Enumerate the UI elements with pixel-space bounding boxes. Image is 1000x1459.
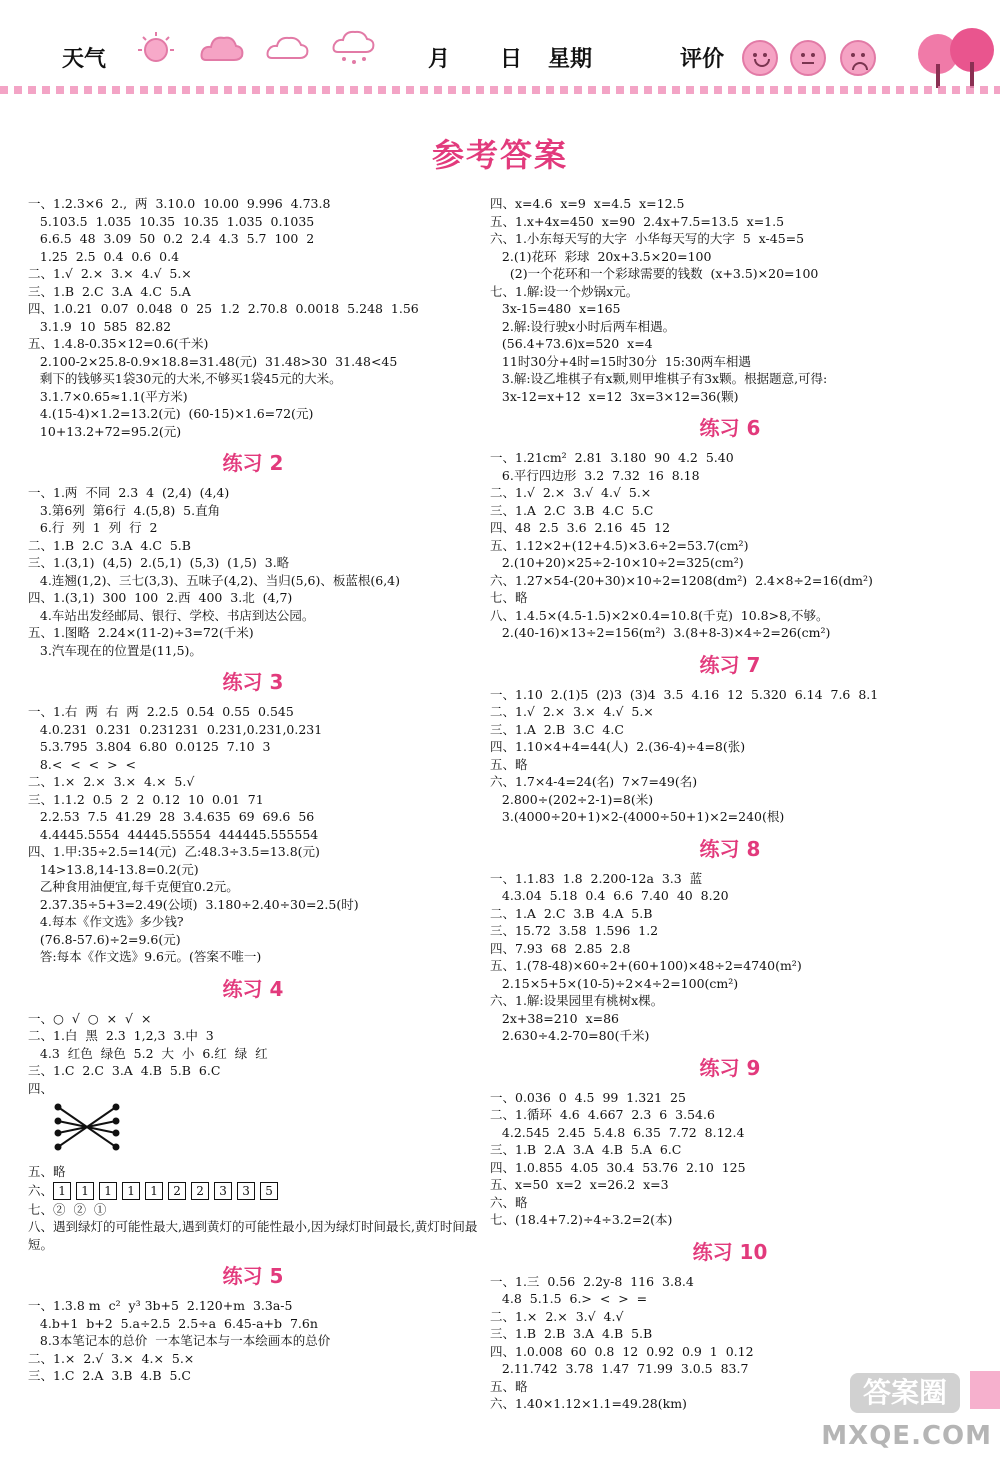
left-column <box>28 195 478 1385</box>
section-title-exercise-10: 练习 10 <box>692 1239 768 1264</box>
answers-exercise-3 <box>28 703 478 966</box>
section-title-exercise-8: 练习 8 <box>699 836 761 861</box>
answer-box: 1 <box>122 1182 140 1200</box>
cloud-icon <box>198 28 246 68</box>
answer-line: 14>13.8,14-13.8=0.2(元) <box>28 861 199 877</box>
answer-line: 三、1.B 2.C 3.A 4.C 5.A <box>28 283 191 299</box>
answer-line: 一、1.10 2.(1)5 (2)3 (3)4 3.5 4.16 12 5.320 6.14 7.6 8.1 <box>490 686 879 702</box>
answer-line: 1.25 2.5 0.4 0.6 0.4 <box>28 248 180 264</box>
answers-exercise-5-continued <box>490 195 970 405</box>
answer-line: 四、1.0.855 4.05 30.4 53.76 2.10 125 <box>490 1159 746 1175</box>
answer-line: 四、1.0.008 60 0.8 12 0.92 0.9 1 0.12 <box>490 1343 754 1359</box>
answer-line: 七、1.解:设一个炒锅x元。 <box>490 283 639 299</box>
answer-line: 三、1.C 2.A 3.B 4.B 5.C <box>28 1368 191 1383</box>
watermark-logo: 答案圈 <box>850 1373 960 1413</box>
answer-line: 一、1.2.3×6 2., 两 3.10.0 10.00 9.996 4.73.8 <box>28 196 331 211</box>
answer-line: 4.3 红色 绿色 5.2 大 小 6.红 绿 红 <box>28 1045 268 1061</box>
answer-line: 答:每本《作文选》9.6元。(答案不唯一) <box>28 949 262 964</box>
answer-line: 三、1.A 2.C 3.B 4.C 5.C <box>490 502 654 518</box>
answer-line: 三、15.72 3.58 1.596 1.2 <box>490 923 659 938</box>
answer-box: 1 <box>99 1182 117 1200</box>
answer-line: 二、1.A 2.C 3.B 4.A 5.B <box>490 905 653 921</box>
answer-line: 4.(15-4)×1.2=13.2(元) (60-15)×1.6=72(元) <box>28 406 314 421</box>
answers-exercise-5 <box>28 1297 478 1385</box>
answer-line: 4.2.545 2.45 5.4.8 6.35 7.72 8.12.4 <box>490 1124 745 1140</box>
answer-line: 3.解:设乙堆棋子有x颗,则甲堆棋子有3x颗。根据题意,可得: <box>490 371 828 386</box>
answer-box: 3 <box>237 1182 255 1200</box>
month-label: 月 <box>428 47 451 72</box>
answer-line: 2.15×5+5×(10-5)÷2×4÷2=100(cm²) <box>490 975 739 991</box>
answer-line: 剩下的钱够买1袋30元的大米,不够买1袋45元的大米。 <box>28 371 342 386</box>
answer-line: 二、1.√ 2.× 3.× 4.√ 5.× <box>490 704 654 719</box>
answer-line: (56.4+73.6)x=520 x=4 <box>490 336 653 351</box>
answer-line: 四、1.10×4+4=44(人) 2.(36-4)÷4=8(张) <box>490 739 746 754</box>
answer-box: 2 <box>168 1182 186 1200</box>
page-header <box>0 0 1000 100</box>
answer-line: (2)一个花环和一个彩球需要的钱数 (x+3.5)×20=100 <box>490 266 819 281</box>
answer-line: 五、略 <box>490 1378 528 1394</box>
answers-exercise-4 <box>28 1010 478 1254</box>
answer-line: 六、1.7×4-4=24(名) 7×7=49(名) <box>490 774 698 789</box>
answer-line: 8.3本笔记本的总价 一本笔记本与一本绘画本的总价 <box>28 1333 331 1348</box>
answer-line: 8.< < < > < <box>28 756 137 772</box>
answer-line: 4.4445.5554 44445.55554 444445.555554 <box>28 826 319 842</box>
answer-line: 2.11.742 3.78 1.47 71.99 3.0.5 83.7 <box>490 1361 749 1376</box>
answer-line: 一、1.21cm² 2.81 3.180 90 4.2 5.40 <box>490 450 734 465</box>
answer-line: 3.第6列 第6行 4.(5,8) 5.直角 <box>28 502 221 518</box>
answer-line: 10+13.2+72=95.2(元) <box>28 423 182 439</box>
day-label: 日 <box>500 47 523 72</box>
section-title-exercise-4: 练习 4 <box>222 976 284 1001</box>
answer-line: 三、1.1.2 0.5 2 2 0.12 10 0.01 71 <box>28 791 264 807</box>
answer-line: 一、1.右 两 右 两 2.2.5 0.54 0.55 0.545 <box>28 704 294 719</box>
answer-line: 2.37.35÷5+3=2.49(公顷) 3.180÷2.40÷30=2.5(时) <box>28 896 359 912</box>
answer-line: 六、1.40×1.12×1.1=49.28(km) <box>490 1396 687 1411</box>
section-title-exercise-5: 练习 5 <box>222 1264 284 1288</box>
weekday-label: 星期 <box>548 47 593 72</box>
answer-line: 四、1.甲:35÷2.5=14(元) 乙:48.3÷3.5=13.8(元) <box>28 844 320 859</box>
tree-icon <box>910 28 1000 88</box>
answer-line: 二、1.× 2.× 3.× 4.× 5.√ <box>28 774 195 789</box>
answer-line: 一、0.036 0 4.5 99 1.321 25 <box>490 1089 686 1105</box>
answer-line: 5.3.795 3.804 6.80 0.0125 7.10 3 <box>28 739 271 754</box>
right-column <box>490 195 970 1413</box>
weather-label: 天气 <box>62 47 107 72</box>
answer-line: 六、1.小东每天写的大字 小华每天写的大字 5 x-45=5 <box>490 231 805 246</box>
section-title-exercise-6: 练习 6 <box>699 416 761 440</box>
answer-line: 八、1.4.5×(4.5-1.5)×2×0.4=10.8(千克) 10.8>8,不够。 <box>490 607 829 623</box>
answer-line: 二、1.白 黑 2.3 1,2,3 3.中 3 <box>28 1028 214 1043</box>
answer-line: 四、7.93 68 2.85 2.8 <box>490 940 631 956</box>
answer-line: 五、略 <box>28 1164 66 1179</box>
answer-line: 六、 <box>28 1182 54 1198</box>
answer-line: 二、1.B 2.C 3.A 4.C 5.B <box>28 537 191 553</box>
answer-line: 乙种食用油便宜,每千克便宜0.2元。 <box>28 879 239 894</box>
answer-line: 2.100-2×25.8-0.9×18.8=31.48(元) 31.48>30 31.48<45 <box>28 353 398 369</box>
answer-line: 七、略 <box>490 590 528 605</box>
answer-line: 3.1.9 10 585 82.82 <box>28 318 172 334</box>
section-title-exercise-3: 练习 3 <box>222 670 284 694</box>
answer-line: 三、1.B 2.A 3.A 4.B 5.A 6.C <box>490 1142 682 1157</box>
answer-line: 三、1.B 2.B 3.A 4.B 5.B <box>490 1326 653 1341</box>
answer-line: 3.(4000÷20+1)×2-(4000÷50+1)×2=240(根) <box>490 809 785 824</box>
answer-line: 3.汽车现在的位置是(11,5)。 <box>28 642 202 658</box>
answer-line: 五、1.x+4x=450 x=90 2.4x+7.5=13.5 x=1.5 <box>490 213 785 229</box>
answer-line: 5.103.5 1.035 10.35 10.35 1.035 0.1035 <box>28 213 315 229</box>
answer-line: 4.车站出发经邮局、银行、学校、书店到达公园。 <box>28 607 315 623</box>
answer-line: 4.连翘(1,2)、三七(3,3)、五味子(4,2)、当归(5,6)、板蓝根(6,4) <box>28 572 401 588</box>
answer-box: 2 <box>191 1182 209 1200</box>
answer-line: 八、遇到绿灯的可能性最大,遇到黄灯的可能性最小,因为绿灯时间最长,黄灯时间最短。 <box>28 1219 478 1252</box>
answer-line: 五、略 <box>490 756 528 772</box>
answer-line: 五、1.图略 2.24×(11-2)÷3=72(千米) <box>28 625 254 640</box>
answer-line: 四、x=4.6 x=9 x=4.5 x=12.5 <box>490 196 685 211</box>
answer-line: 二、1.循环 4.6 4.667 2.3 6 3.54.6 <box>490 1107 715 1122</box>
answers-exercise-8 <box>490 870 970 1045</box>
answers-exercise-6 <box>490 449 970 642</box>
answer-line: 3.1.7×0.65≈1.1(平方米) <box>28 388 188 404</box>
answer-line: 6.行 列 1 列 行 2 <box>28 520 158 535</box>
cloudy-icon <box>264 28 312 68</box>
answer-line: 3x-15=480 x=165 <box>490 301 621 316</box>
answer-line: 五、1.4.8-0.35×12=0.6(千米) <box>28 336 209 351</box>
section-title-exercise-7: 练习 7 <box>699 652 761 677</box>
answers-exercise-9 <box>490 1089 970 1229</box>
answer-line: 6.平行四边形 3.2 7.32 16 8.18 <box>490 467 700 483</box>
watermark-text: MXQE.COM <box>821 1421 992 1451</box>
answer-line: 4.每本《作文选》多少钱? <box>28 914 184 929</box>
answer-line: 2.(10+20)×25÷2-10×10÷2=325(cm²) <box>490 555 744 570</box>
answer-line: 4.8 5.1.5 6.> < > = <box>490 1291 648 1306</box>
answer-line: 三、1.(3,1) (4,5) 2.(5,1) (5,3) (1,5) 3.略 <box>28 555 290 570</box>
answer-line: 2.630÷4.2-70=80(千米) <box>490 1028 650 1043</box>
answer-line: 四、48 2.5 3.6 2.16 45 12 <box>490 520 671 535</box>
answer-line: 三、1.A 2.B 3.C 4.C <box>490 721 624 737</box>
answer-line: 三、1.C 2.C 3.A 4.B 5.B 6.C <box>28 1063 221 1078</box>
sun-icon <box>132 28 180 68</box>
answer-line: 一、○ √ ○ × √ × <box>28 1010 152 1026</box>
answer-line: 2.2.53 7.5 41.29 28 3.4.635 69 69.6 56 <box>28 809 315 824</box>
answer-line: 11时30分+4时=15时30分 15:30两车相遇 <box>490 353 751 369</box>
answer-box: 1 <box>145 1182 163 1200</box>
answer-line: 2.800÷(202÷2-1)=8(米) <box>490 791 654 807</box>
answer-line: 二、1.× 2.× 3.√ 4.√ <box>490 1308 624 1324</box>
answer-line: 四、1.(3,1) 300 100 2.西 400 3.北 (4,7) <box>28 590 293 605</box>
answer-box: 3 <box>214 1182 232 1200</box>
answer-line: 6.6.5 48 3.09 50 0.2 2.4 4.3 5.7 100 2 <box>28 231 315 246</box>
happy-face-icon <box>742 40 778 76</box>
neutral-face-icon <box>790 40 826 76</box>
section-title-exercise-2: 练习 2 <box>222 451 284 475</box>
answer-line: 2.解:设行驶x小时后两车相遇。 <box>490 318 676 334</box>
sad-face-icon <box>840 40 876 76</box>
answer-line: 六、1.解:设果园里有桃树x棵。 <box>490 993 664 1008</box>
answer-line: 五、1.(78-48)×60÷2+(60+100)×48÷2=4740(m²) <box>490 958 802 973</box>
answer-line: 2x+38=210 x=86 <box>490 1010 620 1026</box>
answer-line: 一、1.3.8 m c² y³ 3b+5 2.120+m 3.3a-5 <box>28 1298 293 1313</box>
answer-line: 4.b+1 b+2 5.a÷2.5 2.5÷a 6.45-a+b 7.6n <box>28 1315 318 1331</box>
answer-line: 五、x=50 x=2 x=26.2 x=3 <box>490 1177 669 1192</box>
answer-box: 1 <box>76 1182 94 1200</box>
answer-line: 一、1.三 0.56 2.2y-8 116 3.8.4 <box>490 1273 694 1289</box>
answer-line: 二、1.√ 2.× 3.√ 4.√ 5.× <box>490 485 652 500</box>
answer-line: 3x-12=x+12 x=12 3x=3×12=36(颗) <box>490 388 739 404</box>
page-corner-tab <box>970 1371 1000 1409</box>
answer-line: 四、 <box>28 1080 54 1096</box>
section-title-exercise-9: 练习 9 <box>699 1055 761 1080</box>
answer-line: 六、略 <box>490 1194 528 1210</box>
answer-box: 5 <box>260 1182 278 1200</box>
answer-line: 一、1.1.83 1.8 2.200-12a 3.3 蓝 <box>490 870 703 886</box>
answer-line: 二、1.√ 2.× 3.× 4.√ 5.× <box>28 266 192 281</box>
answer-line: 七、② ② ① <box>28 1201 107 1217</box>
rain-icon <box>330 28 378 68</box>
answers-exercise-2 <box>28 484 478 659</box>
answer-line: 六、1.27×54-(20+30)×10÷2=1208(dm²) 2.4×8÷2=16(dm²) <box>490 572 873 588</box>
answer-line: 四、1.0.21 0.07 0.048 0 25 1.2 2.70.8 0.0018 5.248 1.56 <box>28 301 419 316</box>
answer-line: 4.0.231 0.231 0.231231 0.231,0.231,0.231 <box>28 721 323 737</box>
rating-label: 评价 <box>680 47 725 72</box>
answer-line: (76.8-57.6)÷2=9.6(元) <box>28 931 181 947</box>
answer-boxes-row <box>28 1181 478 1201</box>
answer-box: 1 <box>53 1182 71 1200</box>
answer-line: 4.3.04 5.18 0.4 6.6 7.40 40 8.20 <box>490 888 729 903</box>
answer-line: 五、1.12×2+(12+4.5)×3.6÷2=53.7(cm²) <box>490 537 749 553</box>
answer-line: 七、(18.4+7.2)÷4÷3.2=2(本) <box>490 1212 673 1227</box>
page-title: 参考答案 <box>431 136 568 174</box>
matching-lines-diagram <box>52 1101 122 1153</box>
answer-line: 一、1.两 不同 2.3 4 (2,4) (4,4) <box>28 485 230 500</box>
answer-line: 2.(40-16)×13÷2=156(m²) 3.(8+8-3)×4÷2=26(cm²) <box>490 625 831 640</box>
answers-exercise-1 <box>28 195 478 440</box>
header-divider <box>0 86 1000 94</box>
answer-line: 2.(1)花环 彩球 20x+3.5×20=100 <box>490 248 712 264</box>
answer-line: 二、1.× 2.√ 3.× 4.× 5.× <box>28 1350 195 1366</box>
answers-exercise-7 <box>490 686 970 826</box>
